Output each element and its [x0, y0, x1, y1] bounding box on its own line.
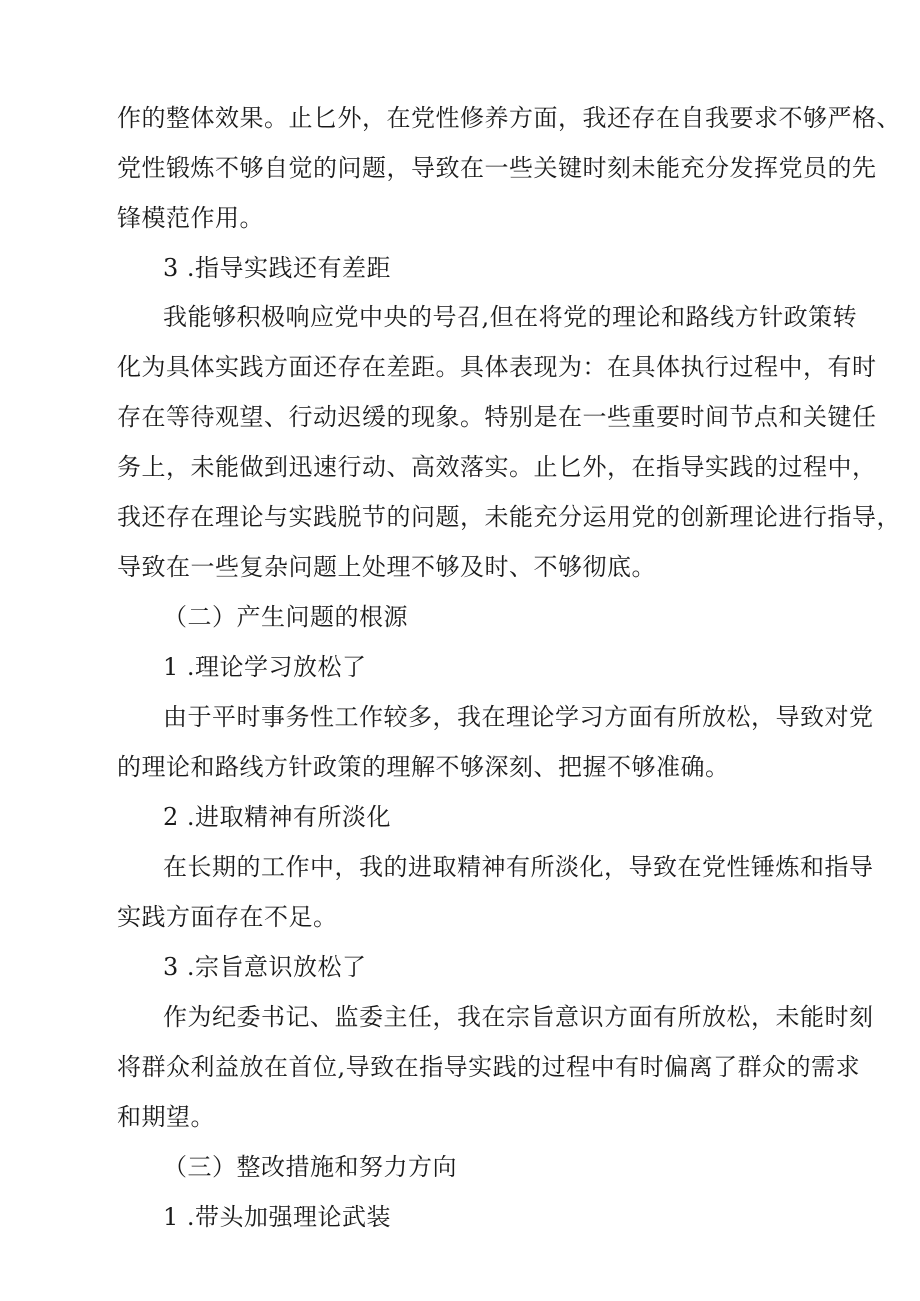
- paragraph-continuation-line-3: 锋模范作用。: [117, 204, 264, 232]
- paragraph-practice-line-1: 我能够积极响应党中央的号召,但在将党的理论和路线方针政策转: [163, 303, 858, 331]
- paragraph-practice-line-5: 我还存在理论与实践脱节的问题，未能充分运用党的创新理论进行指导，: [117, 503, 901, 531]
- section-title-root-causes: （二）产生问题的根源: [163, 603, 408, 631]
- heading-practice-gap: 3 .指导实践还有差距: [163, 254, 392, 282]
- paragraph-practice-line-4: 务上，未能做到迅速行动、高效落实。止匕外，在指导实践的过程中，: [117, 453, 877, 481]
- paragraph-practice-line-3: 存在等待观望、行动迟缓的现象。特别是在一些重要时间节点和关键任: [117, 403, 877, 431]
- heading-lead-theory: 1 .带头加强理论武装: [163, 1203, 392, 1231]
- paragraph-continuation-line-2: 党性锻炼不够自觉的问题，导致在一些关键时刻未能充分发挥党员的先: [117, 154, 877, 182]
- paragraph-spirit-line-2: 实践方面存在不足。: [117, 903, 338, 931]
- paragraph-continuation-line-1: 作的整体效果。止匕外，在党性修养方面，我还存在自我要求不够严格、: [117, 104, 901, 132]
- paragraph-spirit-line-1: 在长期的工作中，我的进取精神有所淡化，导致在党性锤炼和指导: [163, 853, 874, 881]
- section-title-rectification: （三）整改措施和努力方向: [163, 1153, 457, 1181]
- heading-purpose-relaxed: 3 .宗旨意识放松了: [163, 953, 367, 981]
- paragraph-practice-line-2: 化为具体实践方面还存在差距。具体表现为：在具体执行过程中，有时: [117, 353, 877, 381]
- paragraph-purpose-line-1: 作为纪委书记、监委主任，我在宗旨意识方面有所放松，未能时刻: [163, 1003, 874, 1031]
- paragraph-practice-line-6: 导致在一些复杂问题上处理不够及时、不够彻底。: [117, 553, 656, 581]
- heading-theory-relaxed: 1 .理论学习放松了: [163, 653, 367, 681]
- paragraph-theory-line-2: 的理论和路线方针政策的理解不够深刻、把握不够准确。: [117, 753, 730, 781]
- paragraph-purpose-line-3: 和期望。: [117, 1103, 215, 1131]
- heading-spirit-faded: 2 .进取精神有所淡化: [163, 803, 392, 831]
- paragraph-purpose-line-2: 将群众利益放在首位,导致在指导实践的过程中有时偏离了群众的需求: [117, 1053, 861, 1081]
- paragraph-theory-line-1: 由于平时事务性工作较多，我在理论学习方面有所放松，导致对党: [163, 703, 874, 731]
